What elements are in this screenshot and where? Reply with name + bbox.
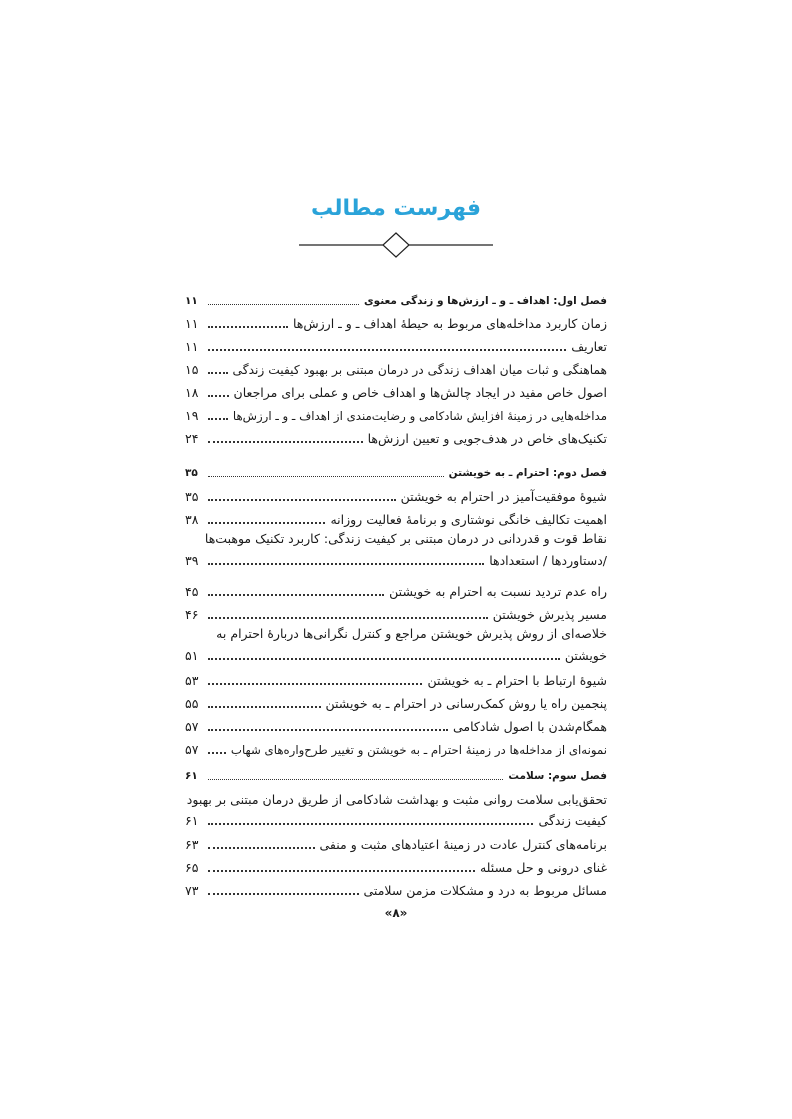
toc-entry[interactable] (185, 581, 607, 601)
leader-dots (208, 499, 396, 501)
leader-dots (208, 706, 321, 708)
entry-title: راه عدم تردید نسبت به احترام به خویشتن (389, 584, 607, 599)
leader-dots (208, 441, 363, 443)
toc-entry[interactable] (185, 604, 607, 624)
entry-title-line: خلاصه‌ای از روش پذیرش خویشتن مراجع و کنترل نگرانی‌ها دربارهٔ احترام به (216, 626, 607, 641)
toc-entry[interactable] (185, 716, 607, 736)
page-number: ۴۵ (185, 584, 199, 599)
page-number: ۴۶ (185, 607, 199, 622)
page-number: ۵۷ (185, 742, 199, 757)
page-number: ۶۱ (185, 770, 198, 782)
title-ornament (299, 232, 493, 258)
entry-title: تعاریف (571, 339, 607, 354)
entry-title-line: نقاط قوت و قدردانی در درمان مبتنی بر کیفیت زندگی: کاربرد تکنیک موهبت‌ها (204, 531, 607, 546)
chapter-title: فصل سوم: سلامت (508, 770, 607, 782)
page-number: ۵۷ (185, 719, 199, 734)
leader-dots (208, 522, 325, 524)
page-number: ۲۴ (185, 431, 199, 446)
leader-dots (208, 395, 229, 397)
entry-title: غنای درونی و حل مسئله (479, 860, 607, 875)
entry-title: برنامه‌های کنترل عادت در زمینهٔ اعتیادهای مثبت و منفی (319, 837, 607, 852)
page-number: ۵۳ (185, 673, 199, 688)
page-number: ۳۹ (185, 553, 199, 568)
toc-entry[interactable] (185, 739, 607, 759)
leader-dots (208, 752, 226, 754)
leader-dots (208, 418, 228, 420)
leader-dots (208, 847, 315, 849)
page-number: ۱۱ (185, 339, 199, 354)
toc-entry[interactable] (185, 359, 607, 379)
page-number: ۳۵ (185, 467, 198, 479)
toc-entry[interactable] (185, 336, 607, 356)
page-number: ۳۸ (185, 512, 199, 527)
leader-dots (208, 779, 503, 780)
page-number: ۷۳ (185, 883, 199, 898)
leader-dots (208, 326, 288, 328)
leader-dots (208, 349, 566, 351)
leader-dots (208, 476, 444, 477)
chapter-title: فصل اول: اهداف ـ و ـ ارزش‌ها و زندگی معنوی (363, 295, 607, 307)
toc-entry[interactable] (185, 509, 607, 529)
entry-title: همگام‌شدن با اصول شادکامی (452, 719, 607, 734)
leader-dots (208, 563, 484, 565)
chapter-heading[interactable] (185, 765, 607, 785)
leader-dots (208, 823, 533, 825)
toc-entry[interactable] (185, 645, 607, 665)
chapter-heading[interactable] (185, 462, 607, 482)
entry-title: زمان کاربرد مداخله‌های مربوط به حیطهٔ اهداف ـ و ـ ارزش‌ها (292, 316, 607, 331)
entry-title: اهمیت تکالیف خانگی نوشتاری و برنامهٔ فعالیت روزانه (330, 512, 607, 527)
leader-dots (208, 729, 448, 731)
toc-entry[interactable] (185, 670, 607, 690)
page-number: ۱۸ (185, 385, 199, 400)
toc-entry[interactable] (185, 834, 607, 854)
entry-title-line: تحقق‌یابی سلامت روانی مثبت و بهداشت شادکامی از طریق درمان مبتنی بر بهبود (186, 792, 607, 807)
toc-entry[interactable] (185, 405, 607, 425)
entry-title: مسیر پذیرش خویشتن (492, 607, 607, 622)
leader-dots (208, 617, 488, 619)
entry-title: شیوهٔ ارتباط با احترام ـ به خویشتن (427, 673, 607, 688)
toc-entry[interactable] (185, 382, 607, 402)
entry-title: مداخله‌هایی در زمینهٔ افزایش شادکامی و رضایت‌مندی از اهداف ـ و ـ ارزش‌ها (232, 409, 607, 423)
leader-dots (208, 372, 228, 374)
leader-dots (208, 658, 560, 660)
entry-title: شیوهٔ موفقیت‌آمیز در احترام به خویشتن (400, 489, 607, 504)
page-number: ۱۱ (185, 295, 198, 307)
toc-entry[interactable] (185, 693, 607, 713)
entry-title: پنجمین راه یا روش کمک‌رسانی در احترام ـ به خویشتن (325, 696, 607, 711)
leader-dots (208, 893, 359, 895)
entry-title: تکنیک‌های خاص در هدف‌جویی و تعیین ارزش‌ها (367, 431, 607, 446)
leader-dots (208, 304, 359, 305)
entry-title: هماهنگی و ثبات میان اهداف زندگی در درمان مبتنی بر بهبود کیفیت زندگی (232, 363, 607, 377)
entry-title-cont: کیفیت زندگی (538, 813, 607, 828)
leader-dots (208, 870, 475, 872)
page-number: ۶۳ (185, 837, 199, 852)
page-number: ۶۵ (185, 860, 199, 875)
page-number: ۱۵ (185, 362, 199, 377)
page-title: فهرست مطالب (310, 196, 482, 221)
page-number: ۱۹ (185, 408, 199, 423)
entry-title-cont: /دستاوردها / استعدادها (489, 553, 607, 568)
leader-dots (208, 594, 384, 596)
toc-entry[interactable] (185, 880, 607, 900)
toc-entry[interactable] (185, 550, 607, 570)
page-number: ۱۱ (185, 316, 199, 331)
entry-title: نمونه‌ای از مداخله‌ها در زمینهٔ احترام ـ به خویشتن و تغییر طرح‌واره‌های شهاب (230, 743, 607, 757)
toc-entry[interactable] (185, 486, 607, 506)
toc-entry[interactable] (185, 428, 607, 448)
leader-dots (208, 683, 422, 685)
page-number: ۵۱ (185, 648, 199, 663)
entry-title: مسائل مربوط به درد و مشکلات مزمن سلامتی (363, 883, 607, 898)
page-number: ۶۱ (185, 813, 199, 828)
entry-title-cont: خویشتن (564, 648, 607, 663)
page-number: ۳۵ (185, 489, 199, 504)
chapter-title: فصل دوم: احترام ـ به خویشتن (448, 467, 607, 479)
toc-entry[interactable] (185, 313, 607, 333)
chapter-heading[interactable] (185, 290, 607, 310)
toc-entry[interactable] (185, 857, 607, 877)
toc-entry[interactable] (185, 810, 607, 830)
page-footer-number: «۸» (384, 906, 408, 920)
page-number: ۵۵ (185, 696, 199, 711)
entry-title: اصول خاص مفید در ایجاد چالش‌ها و اهداف خاص و عملی برای مراجعان (233, 385, 607, 400)
